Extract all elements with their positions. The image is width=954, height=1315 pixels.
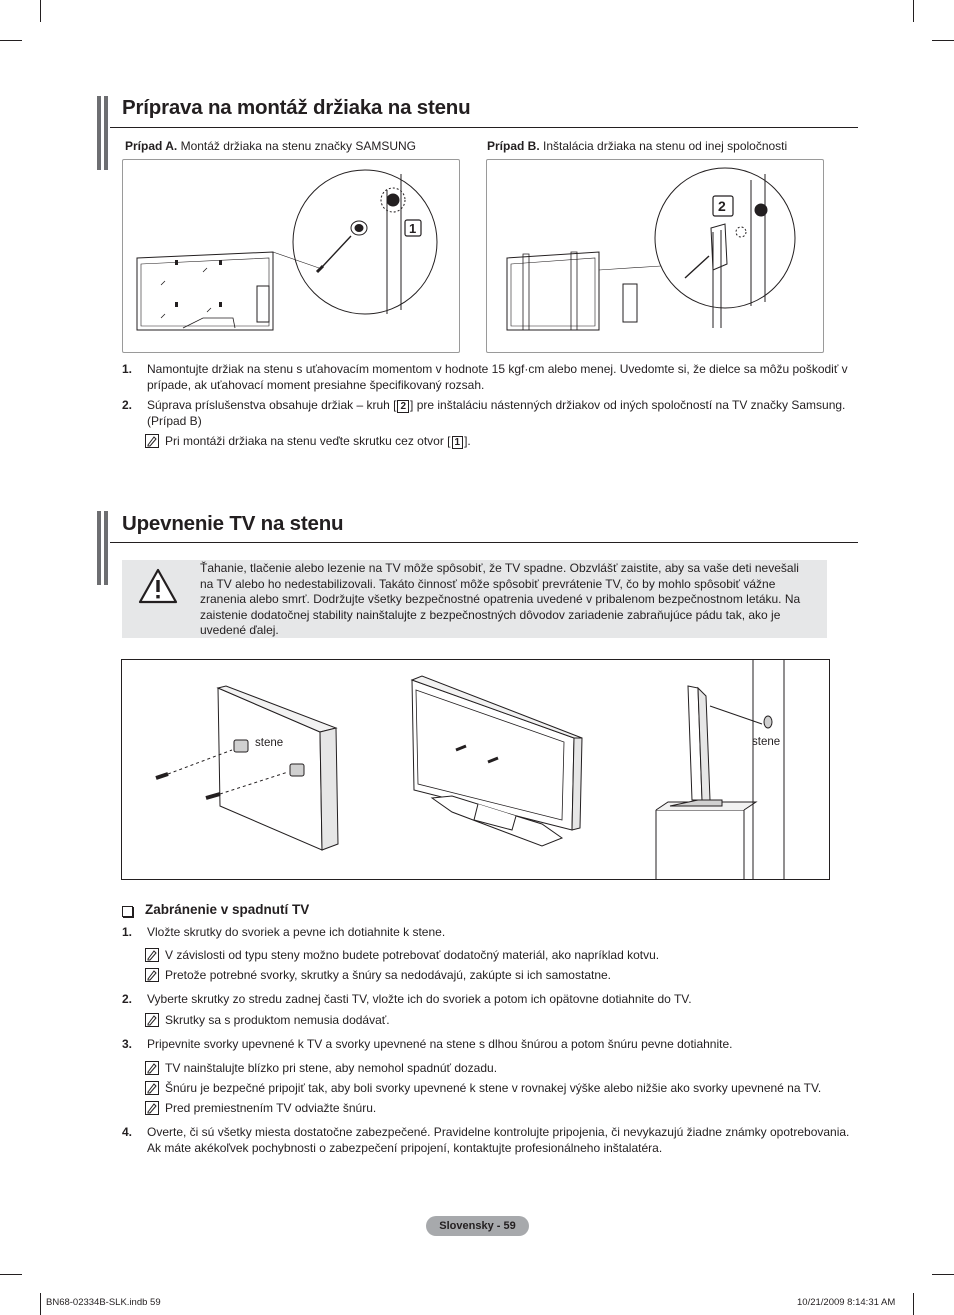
crop-mark [913, 1293, 914, 1315]
case-b-caption [487, 139, 787, 153]
note-text: Skrutky sa s produktom nemusia dodávať. [165, 1013, 390, 1027]
note-text: Pretože potrebné svorky, skrutky a šnúry sa nedodávajú, zakúpte si ich samostatne. [165, 968, 612, 982]
note-text: Šnúru je bezpečné pripojiť tak, aby boli svorky upevnené k stene v rovnakej výške alebo nižšie ako svorky upevnené na TV. [165, 1081, 822, 1095]
crop-mark [40, 1293, 41, 1315]
note-text-part: Pri montáži držiaka na stenu veďte skrutku cez otvor [ [165, 434, 451, 448]
step-text: Namontujte držiak na stenu s uťahovacím momentom v hodnote 15 kgf·cm alebo menej. Uvedomte si, že dielce sa môžu poškodiť v prípade, ak uťahovací moment presiahne špecifikovaný rozsah. [147, 362, 848, 392]
anchor-step-2 [122, 991, 862, 1007]
case-b-label: Prípad B. [487, 139, 540, 153]
heading-rule [110, 127, 858, 128]
wall-label-right: stene [752, 736, 781, 748]
note-icon [145, 1061, 159, 1075]
step-text: Vložte skrutky do svoriek a pevne ich dotiahnite k stene. [147, 925, 446, 939]
case-a-illustration [122, 159, 460, 353]
wall-label-left: stene [255, 737, 284, 749]
anchor-step-3-note-3 [145, 1100, 845, 1116]
step-text [147, 397, 859, 429]
case-a-label: Prípad A. [125, 139, 178, 153]
step-number: 1. [122, 925, 133, 939]
callout-box-1: 1 [452, 436, 464, 449]
note-text: TV nainštalujte blízko pri stene, aby nemohol spadnúť dozadu. [165, 1061, 498, 1075]
section-title: Príprava na montáž držiaka na stenu [122, 96, 471, 119]
warning-box [122, 560, 827, 638]
note-icon [145, 968, 159, 982]
step-number: 4. [122, 1125, 133, 1139]
step-number: 2. [122, 992, 133, 1006]
crop-mark [0, 40, 22, 41]
anchor-step-3-note-2 [145, 1080, 845, 1096]
step-text-part: ] pre inštaláciu nástenných držiakov od iných spoločností na TV značky Samsung. (Prípad B) [147, 398, 846, 428]
note-text: V závislosti od typu steny možno budete potrebovať dodatočný materiál, ako napríklad kotvu. [165, 948, 660, 962]
step-number: 1. [122, 362, 133, 376]
case-b-text: Inštalácia držiaka na stenu od inej spoločnosti [543, 139, 788, 153]
note-text: Pred premiestnením TV odviažte šnúru. [165, 1101, 377, 1115]
step-number: 3. [122, 1037, 133, 1051]
tv-back-samsung-mount-drawing [123, 160, 459, 352]
case-b-illustration [486, 159, 824, 353]
file-slug: BN68-02334B-SLK.indb 59 [46, 1297, 161, 1308]
crop-mark [932, 40, 954, 41]
step-text: Pripevnite svorky upevnené k TV a svorky upevnené na stene s dlhou šnúrou a potom šnúru pevne dotiahnite. [147, 1037, 733, 1051]
section-title: Upevnenie TV na stenu [122, 512, 344, 535]
callout-2-label: 2 [718, 198, 726, 214]
crop-mark [932, 1274, 954, 1275]
case-a-caption [125, 139, 416, 153]
note-icon [145, 1013, 159, 1027]
heading-bar [97, 96, 101, 170]
crop-mark [913, 0, 914, 22]
anchor-step-1-note-2 [145, 967, 845, 983]
heading-bar [97, 511, 101, 585]
step-1-torque [122, 361, 862, 393]
callout-box-2: 2 [397, 400, 409, 413]
page-number-badge: Slovensky - 59 [426, 1216, 529, 1236]
warning-text: Ťahanie, tlačenie alebo lezenie na TV môže spôsobiť, že TV spadne. Obzvlášť zaistite, aby sa vaše deti nevešali na TV alebo ho nedestabilizovali. Takáto činnosť môže spôsobiť prevrátenie TV, čo by mohlo spôsobiť vážne zranenia alebo smrť. Dodržujte všetky bezpečnostné opatrenia uvedené v pribalenom bezpečnostnom letáku. Na zaistenie dodatočnej stability nainštalujte z bezpečnostných dôvodov zariadenie zabraňujúce pádu tak, ako je uvedené ďalej. [200, 561, 801, 637]
heading-bar [104, 96, 108, 170]
heading-bar [104, 511, 108, 585]
anchor-step-4 [122, 1124, 862, 1156]
heading-rule [110, 542, 858, 543]
checkbox-bullet-icon [122, 906, 133, 917]
anchor-step-1-note-1 [145, 947, 845, 963]
anchor-step-2-note-1 [145, 1012, 845, 1028]
note-icon [145, 1101, 159, 1115]
note-icon [145, 1081, 159, 1095]
tv-wall-anchor-drawing [122, 660, 829, 879]
subsection-title: Zabránenie v spadnutí TV [145, 902, 310, 917]
anchoring-illustration [121, 659, 830, 880]
anchor-step-3-note-1 [145, 1060, 845, 1076]
callout-1-label: 1 [409, 221, 417, 236]
case-a-text: Montáž držiaka na stenu značky SAMSUNG [180, 139, 417, 153]
step-text-part: Súprava príslušenstva obsahuje držiak – kruh [ [147, 398, 397, 412]
note-screw-hole [145, 433, 845, 449]
warning-triangle-icon [138, 568, 178, 604]
note-icon [145, 434, 159, 448]
note-text [165, 433, 471, 449]
note-icon [145, 948, 159, 962]
anchor-step-3 [122, 1036, 862, 1052]
tv-back-thirdparty-mount-drawing [487, 160, 823, 352]
anchor-step-1 [122, 924, 862, 940]
crop-mark [0, 1274, 22, 1275]
note-text-part: ]. [464, 434, 471, 448]
step-text: Overte, či sú všetky miesta dostatočne zabezpečené. Pravidelne kontrolujte pripojenia, či nevykazujú žiadne známky opotrebovania. Ak máte akékoľvek pochybnosti o zabezpečení pripojení, kontaktujte profesionálneho inštalatéra. [147, 1125, 850, 1155]
step-number: 2. [122, 398, 133, 412]
print-timestamp: 10/21/2009 8:14:31 AM [797, 1297, 896, 1308]
crop-mark [40, 0, 41, 22]
step-text: Vyberte skrutky zo stredu zadnej časti TV, vložte ich do svoriek a potom ich opätovne dotiahnite do TV. [147, 992, 692, 1006]
step-2-accessory-ring [122, 397, 862, 429]
